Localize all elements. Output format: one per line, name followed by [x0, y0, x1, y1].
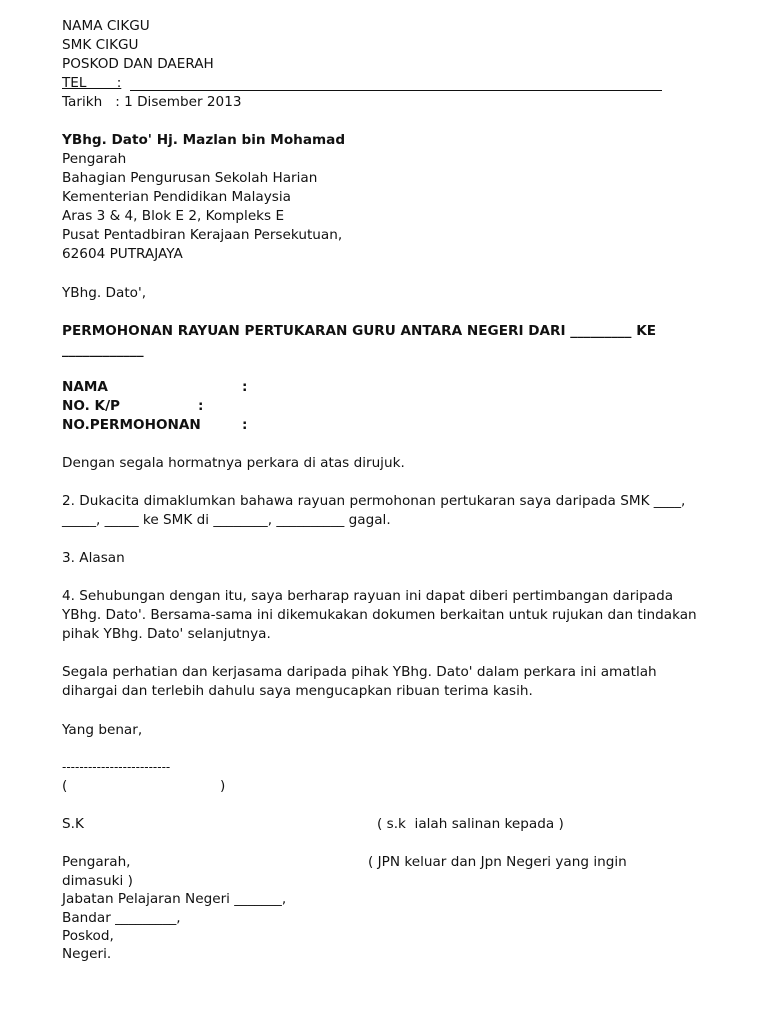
recipient-line: Pusat Pentadbiran Kerajaan Persekutuan,: [62, 227, 343, 243]
cc-note: ( s.k ialah salinan kepada ): [377, 816, 564, 832]
sender-name: NAMA CIKGU: [62, 18, 150, 34]
paragraph-5-line-1: Segala perhatian dan kerjasama daripada pihak YBhg. Dato' dalam perkara ini amatlah: [62, 664, 657, 680]
salutation: YBhg. Dato',: [62, 285, 147, 301]
signature-paren-open: (: [62, 778, 68, 794]
cc-poskod: Poskod,: [62, 928, 114, 944]
closing-yang-benar: Yang benar,: [62, 722, 143, 738]
sender-address: POSKOD DAN DAERAH: [62, 56, 214, 72]
recipient-line: Pengarah: [62, 151, 127, 167]
cc-dimasuki: dimasuki ): [62, 873, 133, 889]
field-nokp-label: NO. K/P: [62, 398, 120, 414]
paragraph-2-line-1: 2. Dukacita dimaklumkan bahawa rayuan permohonan pertukaran saya daripada SMK ____,: [62, 493, 686, 509]
paragraph-2-line-2: _____, _____ ke SMK di ________, __________ gagal.: [62, 512, 391, 528]
field-nopermohonan-colon: :: [242, 417, 248, 433]
field-nokp-colon: :: [198, 398, 204, 414]
cc-bandar: Bandar _________,: [62, 910, 181, 926]
paragraph-1: Dengan segala hormatnya perkara di atas dirujuk.: [62, 455, 405, 471]
signature-line: -------------------------: [62, 760, 171, 774]
recipient-name: YBhg. Dato' Hj. Mazlan bin Mohamad: [62, 132, 346, 148]
field-nama-colon: :: [242, 379, 248, 395]
subject-line-1: PERMOHONAN RAYUAN PERTUKARAN GURU ANTARA NEGERI DARI _________ KE: [62, 323, 657, 339]
paragraph-4-line-3: pihak YBhg. Dato' selanjutnya.: [62, 626, 271, 642]
paragraph-4-line-2: YBhg. Dato'. Bersama-sama ini dikemukakan dokumen berkaitan untuk rujukan dan tindakan: [62, 607, 697, 623]
signature-paren-close: ): [220, 778, 226, 794]
paragraph-3: 3. Alasan: [62, 550, 125, 566]
recipient-line: Kementerian Pendidikan Malaysia: [62, 189, 291, 205]
tel-underline: [130, 90, 662, 91]
field-nama-label: NAMA: [62, 379, 108, 395]
letter-date: Tarikh : 1 Disember 2013: [62, 94, 242, 110]
cc-negeri: Negeri.: [62, 946, 112, 962]
sender-tel: TEL :: [62, 75, 122, 91]
paragraph-5-line-2: dihargai dan terlebih dahulu saya mengucapkan ribuan terima kasih.: [62, 683, 533, 699]
field-nopermohonan-label: NO.PERMOHONAN: [62, 417, 201, 433]
recipient-line: Aras 3 & 4, Blok E 2, Kompleks E: [62, 208, 285, 224]
cc-label: S.K: [62, 816, 84, 832]
paragraph-4-line-1: 4. Sehubungan dengan itu, saya berharap rayuan ini dapat diberi pertimbangan daripada: [62, 588, 674, 604]
sender-school: SMK CIKGU: [62, 37, 139, 53]
subject-line-2: ____________: [62, 342, 144, 358]
cc-pengarah: Pengarah,: [62, 854, 131, 870]
recipient-line: 62604 PUTRAJAYA: [62, 246, 183, 262]
cc-pengarah-note: ( JPN keluar dan Jpn Negeri yang ingin: [368, 854, 627, 870]
recipient-line: Bahagian Pengurusan Sekolah Harian: [62, 170, 318, 186]
cc-jabatan: Jabatan Pelajaran Negeri _______,: [62, 891, 287, 907]
